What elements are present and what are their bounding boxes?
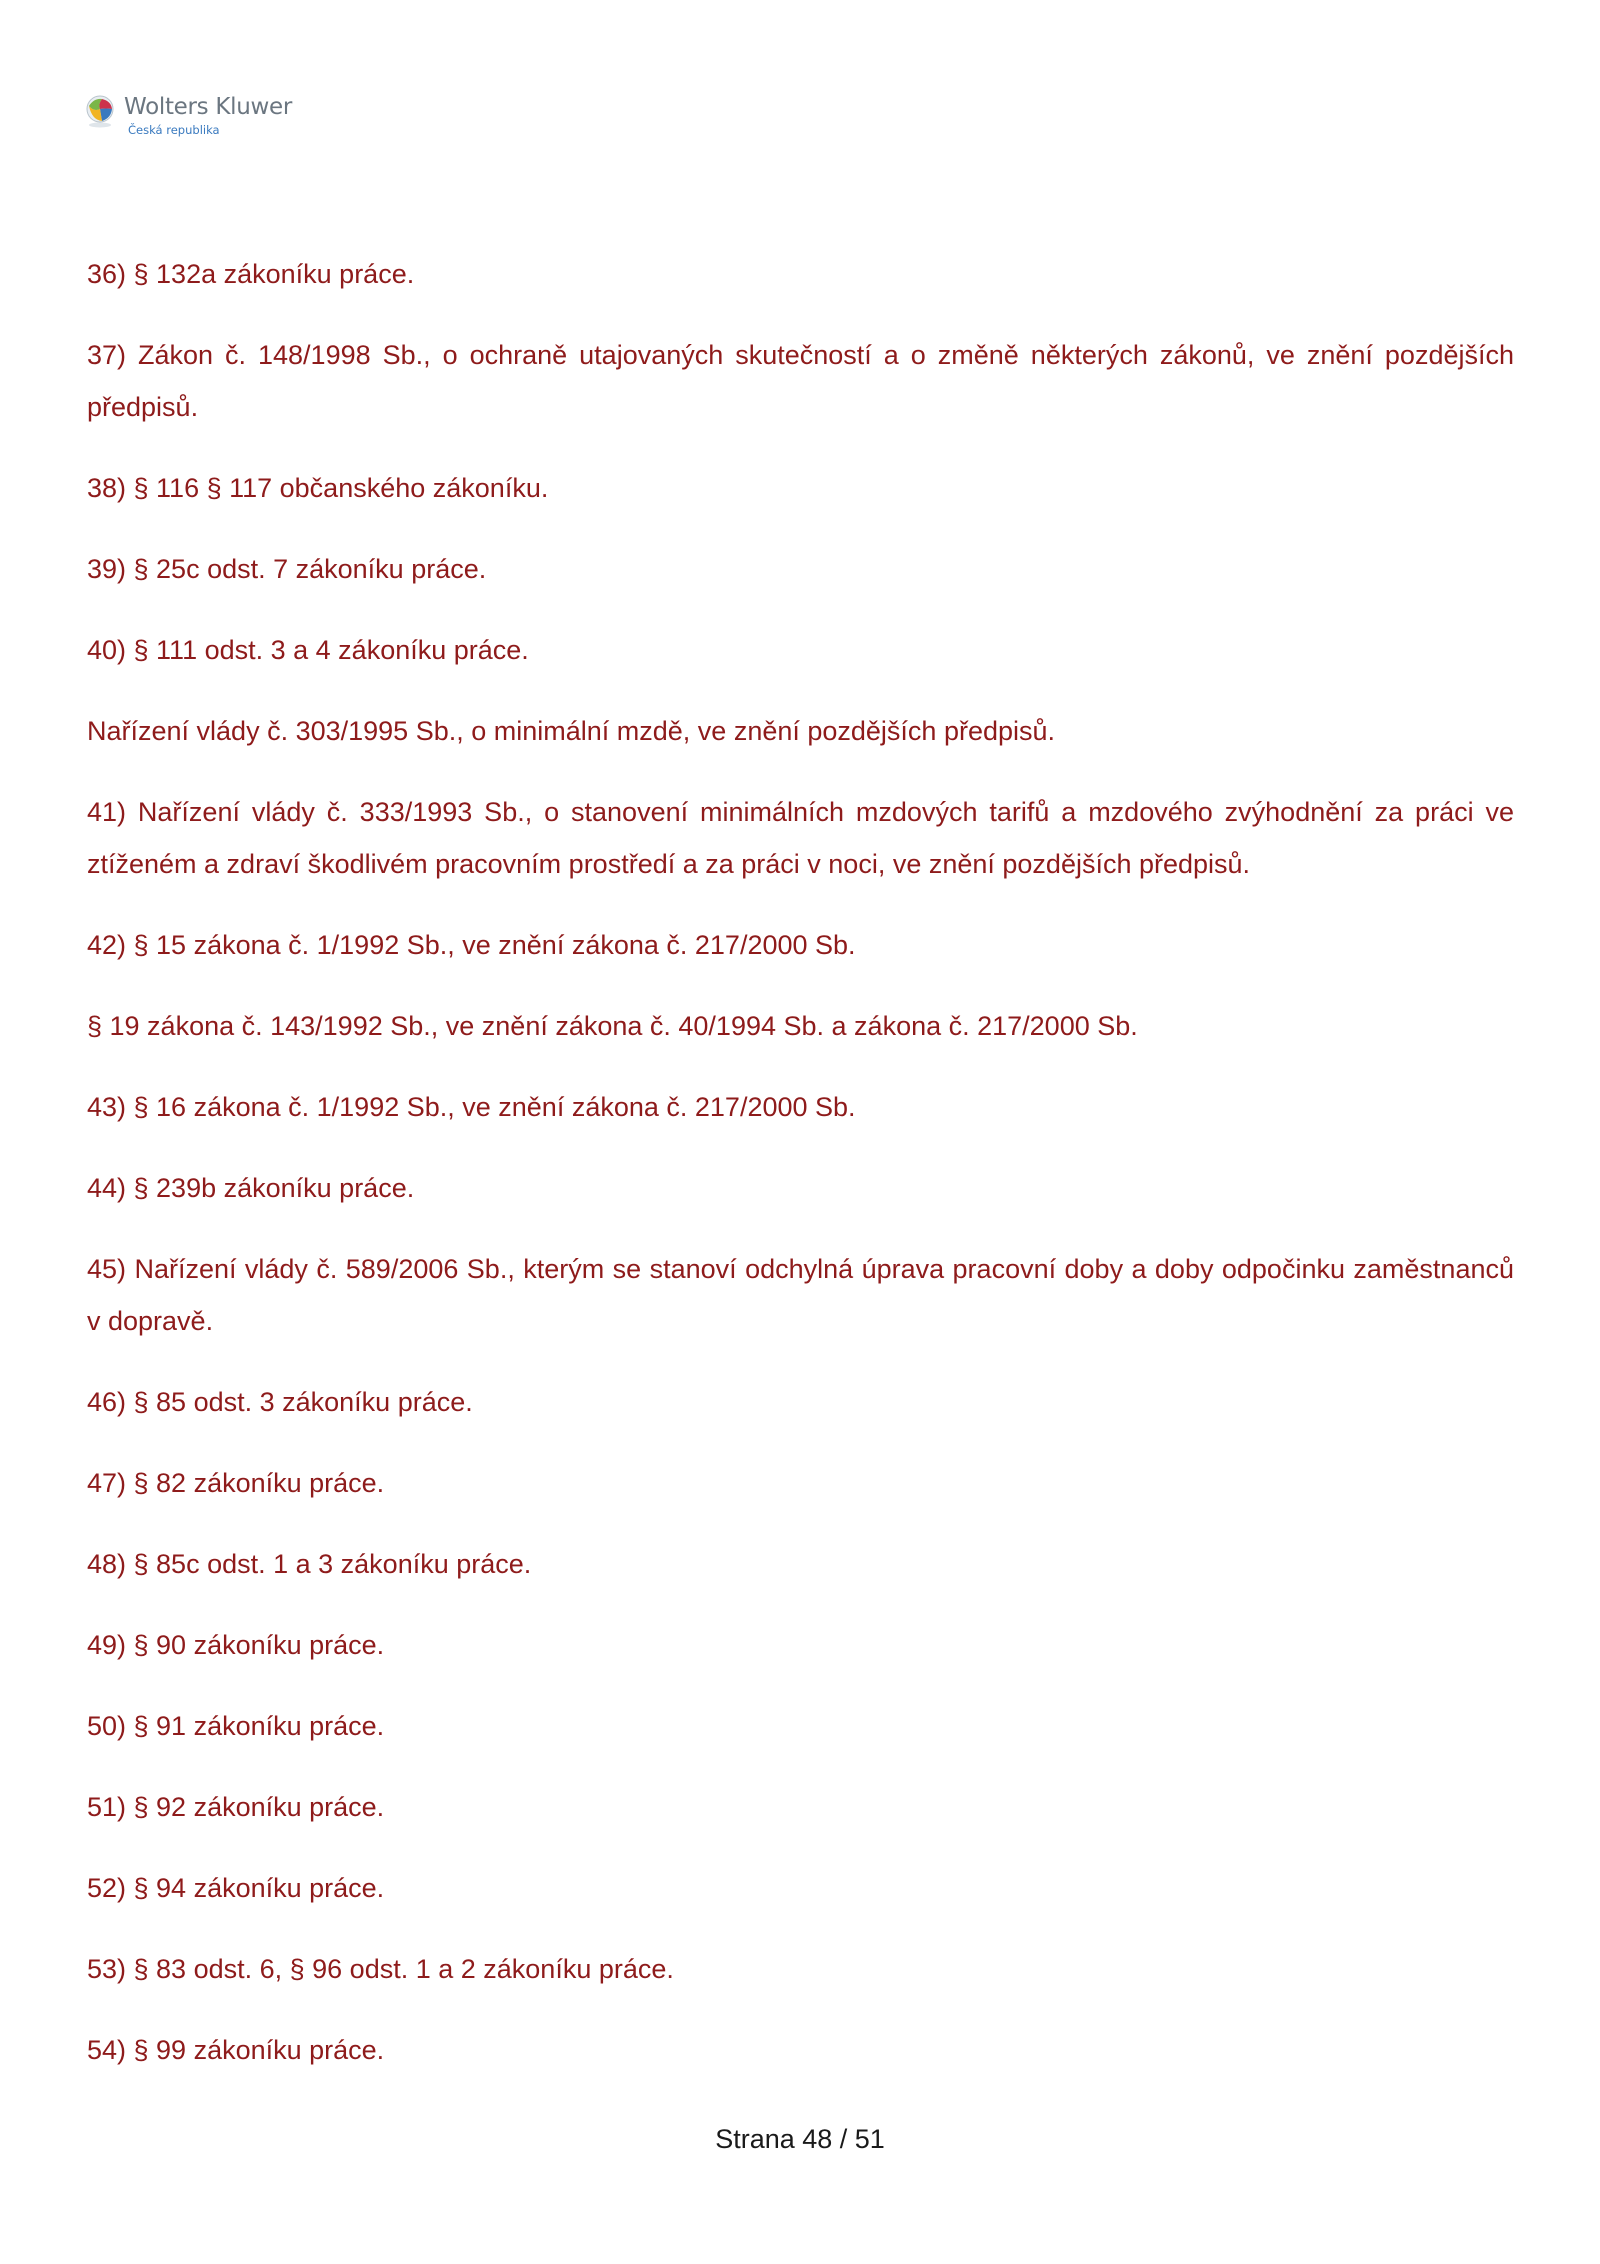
- logo-name: Wolters Kluwer: [124, 94, 293, 120]
- wolters-kluwer-globe-icon: [84, 94, 120, 130]
- footnote-53: 53) § 83 odst. 6, § 96 odst. 1 a 2 zákoníku práce.: [87, 1954, 674, 1984]
- footnote-39: 39) § 25c odst. 7 zákoníku práce.: [87, 554, 487, 584]
- footnote-40-continued: Nařízení vlády č. 303/1995 Sb., o minimální mzdě, ve znění pozdějších předpisů.: [87, 716, 1056, 746]
- footnote-51: 51) § 92 zákoníku práce.: [87, 1792, 385, 1822]
- footnote-52: 52) § 94 zákoníku práce.: [87, 1873, 385, 1903]
- footnote-37: 37) Zákon č. 148/1998 Sb., o ochraně utajovaných skutečností a o změně některých zákonů, ve znění pozdějších předpisů.: [87, 340, 1514, 422]
- footnote-47: 47) § 82 zákoníku práce.: [87, 1468, 385, 1498]
- footnote-43: 43) § 16 zákona č. 1/1992 Sb., ve znění zákona č. 217/2000 Sb.: [87, 1092, 856, 1122]
- footnote-42-continued: § 19 zákona č. 143/1992 Sb., ve znění zákona č. 40/1994 Sb. a zákona č. 217/2000 Sb.: [87, 1011, 1138, 1041]
- footnote-48: 48) § 85c odst. 1 a 3 zákoníku práce.: [87, 1549, 532, 1579]
- wolters-kluwer-logo: [84, 92, 304, 142]
- footnote-41: 41) Nařízení vlády č. 333/1993 Sb., o stanovení minimálních mzdových tarifů a mzdového zvýhodnění za práci ve ztíženém a zdraví škodlivém pracovním prostředí a za práci v noci, ve znění pozdějších předpisů.: [87, 797, 1514, 879]
- page-number: Strana 48 / 51: [715, 2124, 885, 2154]
- footnote-42: 42) § 15 zákona č. 1/1992 Sb., ve znění zákona č. 217/2000 Sb.: [87, 930, 856, 960]
- footnote-54: 54) § 99 zákoníku práce.: [87, 2035, 385, 2065]
- footnote-36: 36) § 132a zákoníku práce.: [87, 259, 415, 289]
- footnote-45: 45) Nařízení vlády č. 589/2006 Sb., kterým se stanoví odchylná úprava pracovní doby a doby odpočinku zaměstnanců v dopravě.: [87, 1254, 1514, 1336]
- footnotes-list: [87, 248, 1514, 2105]
- footnote-44: 44) § 239b zákoníku práce.: [87, 1173, 415, 1203]
- footnote-49: 49) § 90 zákoníku práce.: [87, 1630, 385, 1660]
- footnote-38: 38) § 116 § 117 občanského zákoníku.: [87, 473, 549, 503]
- footnote-50: 50) § 91 zákoníku práce.: [87, 1711, 385, 1741]
- logo-subtitle: Česká republika: [128, 123, 220, 137]
- footnote-40: 40) § 111 odst. 3 a 4 zákoníku práce.: [87, 635, 529, 665]
- footnote-46: 46) § 85 odst. 3 zákoníku práce.: [87, 1387, 473, 1417]
